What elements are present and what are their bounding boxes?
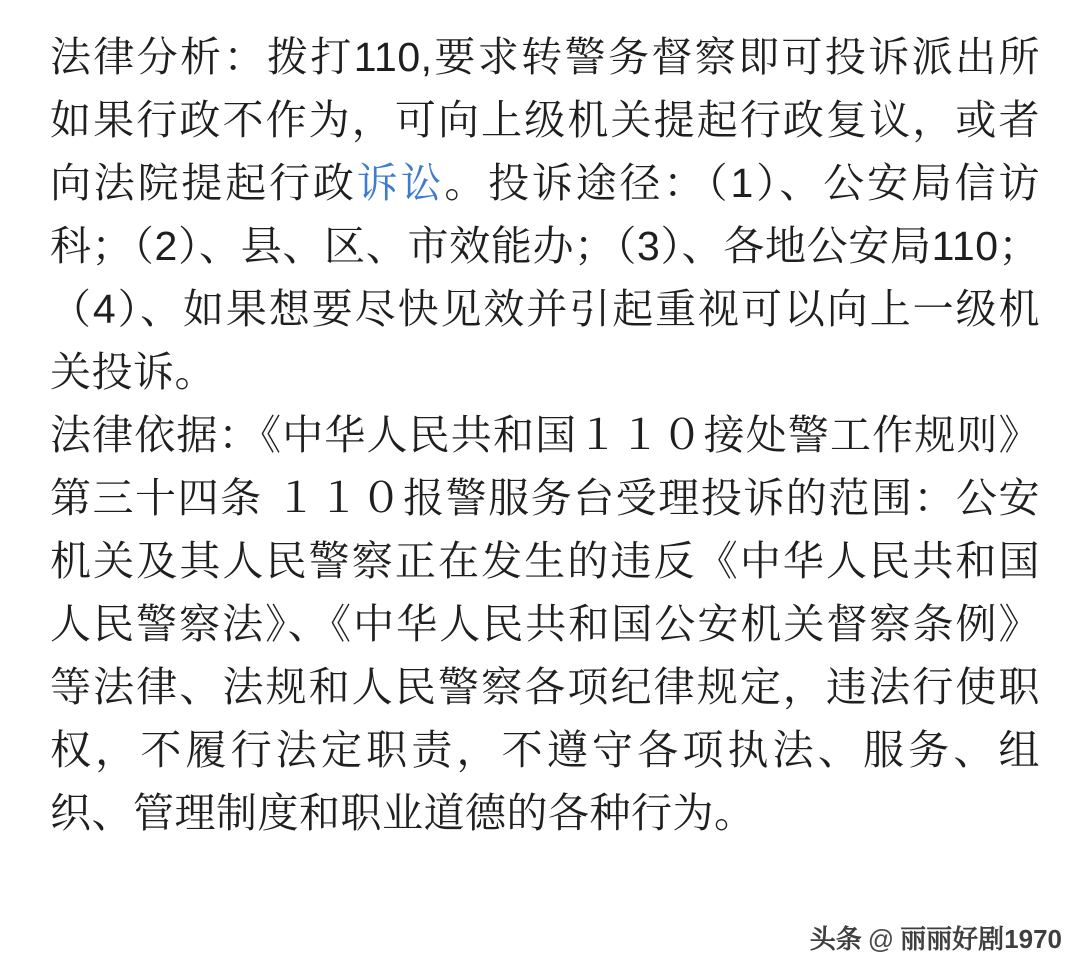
watermark-separator: @ <box>867 924 895 954</box>
paragraph-lead-label: 法律分析： <box>50 34 267 80</box>
watermark-brand: 头条 <box>809 924 862 954</box>
inline-link-lawsuit[interactable]: 诉讼 <box>356 160 445 206</box>
paragraph-lead-label: 法律依据： <box>50 412 261 458</box>
paragraph-text-continued: 。投诉途径：（1）、公安局信访科；（2）、县、区、市效能办；（3）、各地公安局110；（4）、如果想要尽快见效并引起重视可以向上一级机关投诉。 <box>50 160 1040 395</box>
article-body <box>50 26 1040 845</box>
watermark-author: 丽丽好剧1970 <box>900 924 1062 954</box>
paragraph-legal-analysis <box>50 26 1040 404</box>
paragraph-text: 拨打110,要求转警务督察即可投诉派出所如果行政不作为，可向上级机关提起行政复议，或者向法院提起行政 <box>50 34 1040 206</box>
paragraph-text: 《中华人民共和国１１０接处警工作规则》第三十四条 １１０报警服务台受理投诉的范围：公安机关及其人民警察正在发生的违反《中华人民共和国人民警察法》、《中华人民共和国公安机关督察条例》等法律、法规和人民警察各项纪律规定，违法行使职权，不履行法定职责，不遵守各项执法、服务、组织、管理制度和职业道德的各种行为。 <box>50 412 1041 836</box>
paragraph-legal-basis <box>50 404 1040 845</box>
watermark <box>810 924 1062 954</box>
